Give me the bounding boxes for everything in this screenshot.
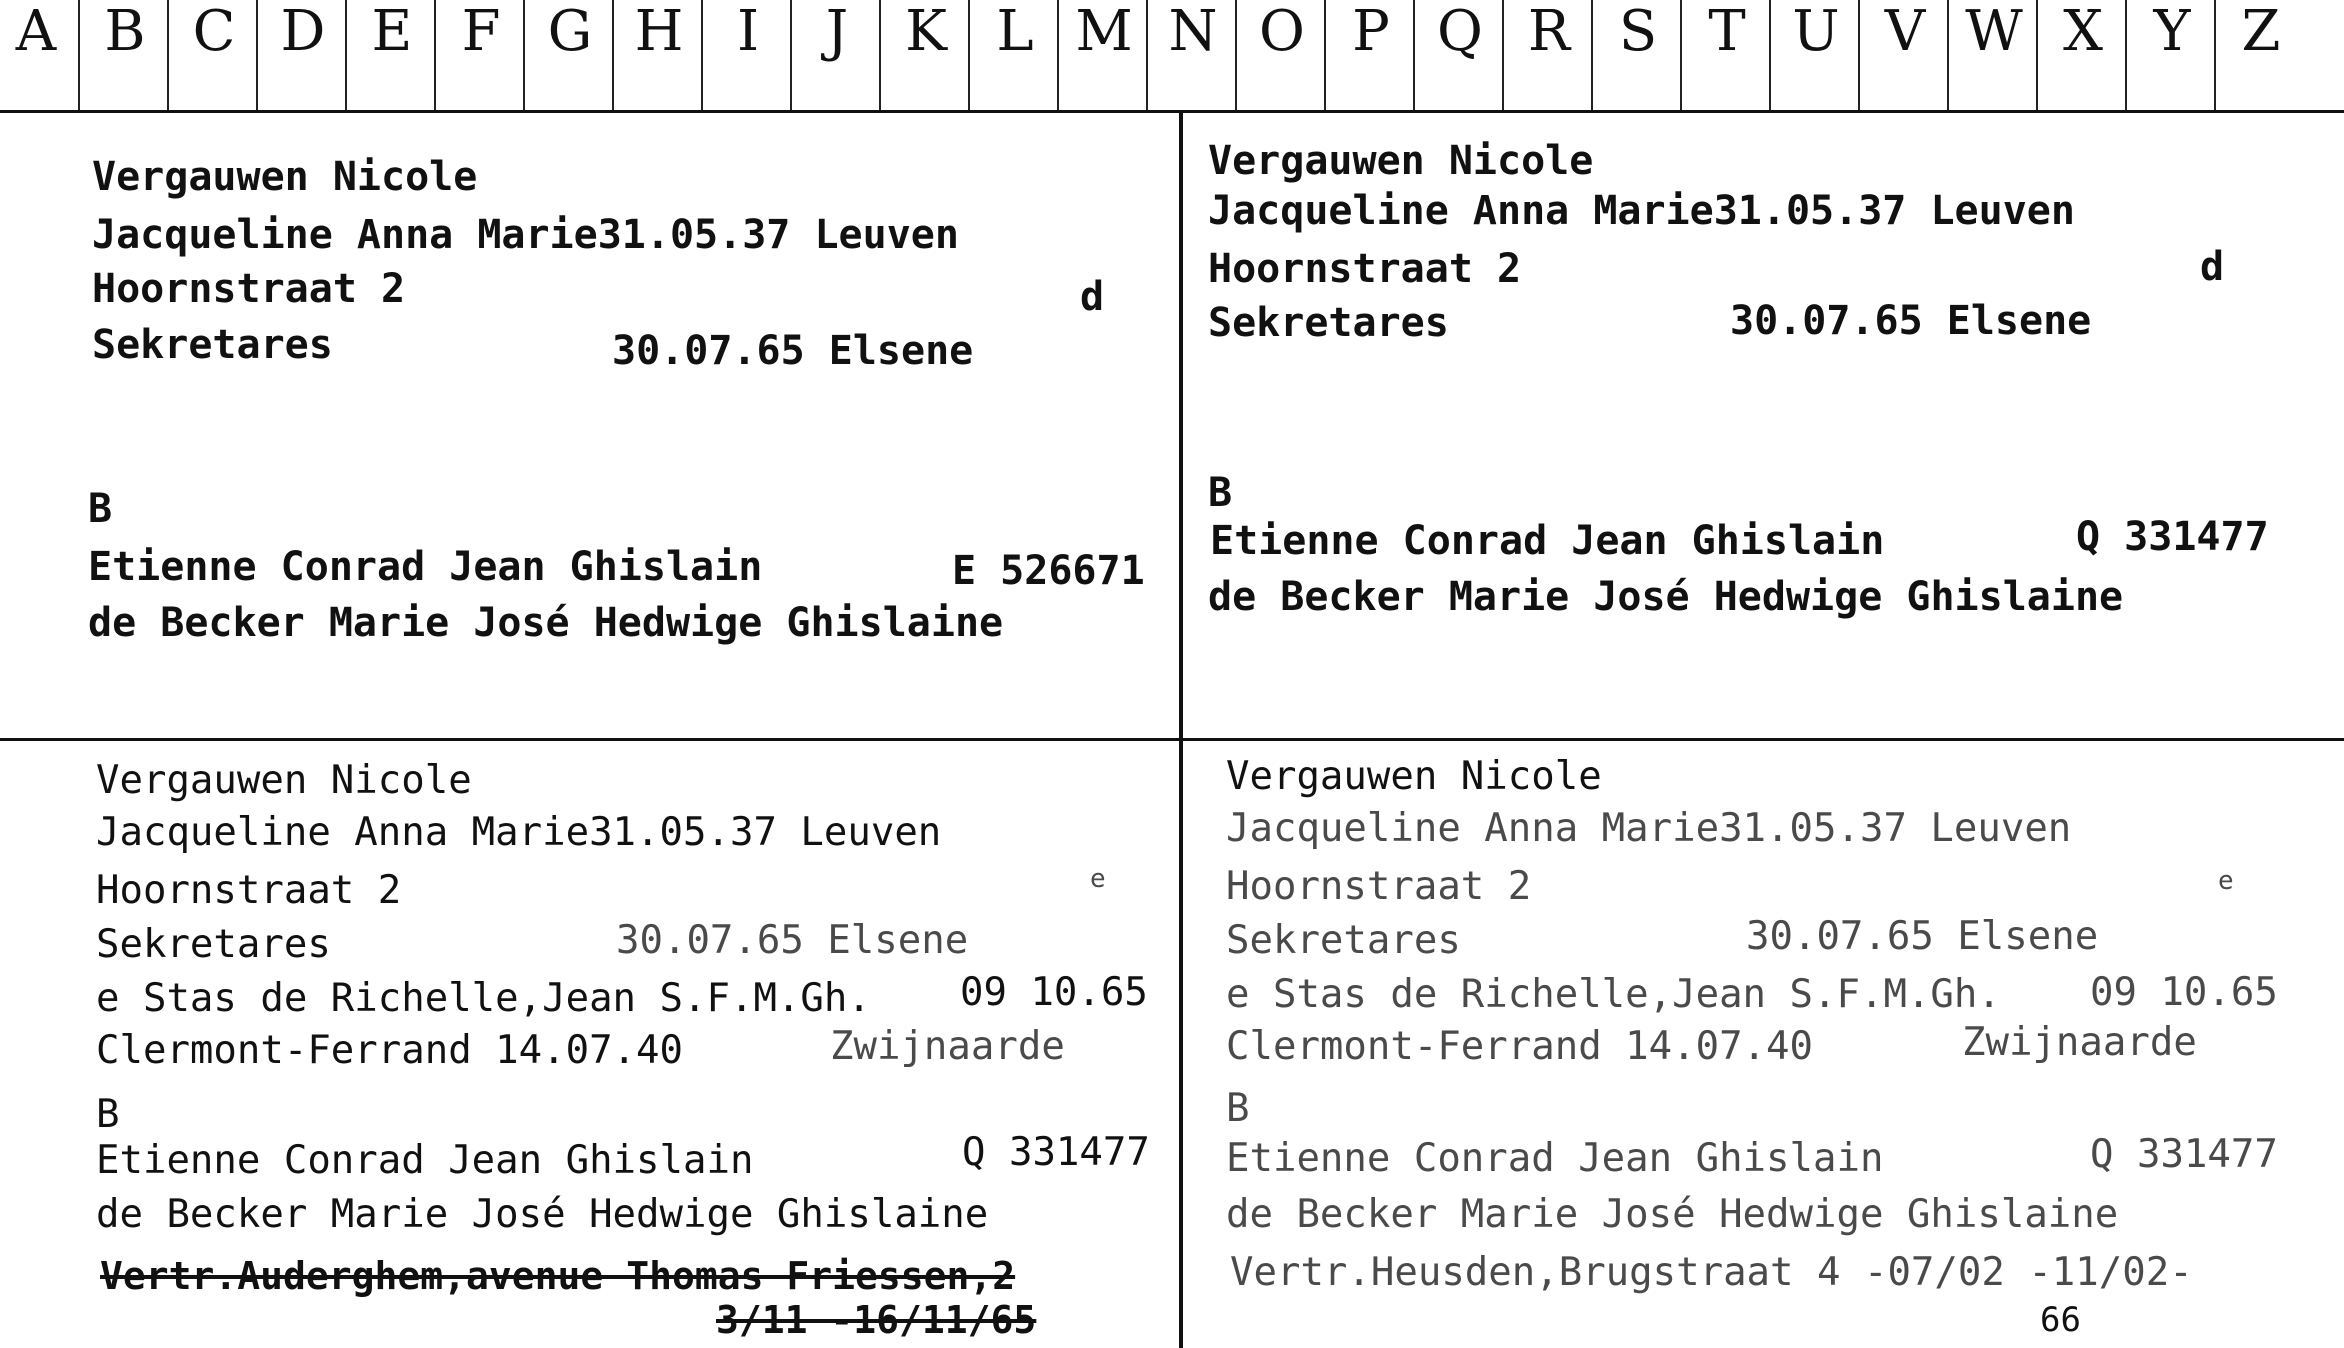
- card-code: B: [96, 1092, 120, 1137]
- card-registration-date: 30.07.65 Elsene: [616, 918, 969, 963]
- alphabet-letter-s: [1594, 0, 1682, 110]
- card-occupation: Sekretares: [1226, 918, 1461, 963]
- card-code: B: [88, 486, 113, 532]
- alphabet-separator: [1413, 0, 1415, 110]
- card-spouse-date: 09 10.65: [960, 970, 1148, 1015]
- card-address: Hoornstraat 2: [1208, 246, 1522, 292]
- alphabet-letter-j: [793, 0, 881, 110]
- card-address: Hoornstraat 2: [1226, 864, 1532, 909]
- alphabet-separator: [1947, 0, 1949, 110]
- card-registration-date: 30.07.65 Elsene: [1746, 914, 2099, 959]
- alphabet-separator: [256, 0, 258, 110]
- card-occupation: Sekretares: [92, 322, 333, 368]
- card-number: Q 331477: [2090, 1132, 2278, 1177]
- card-number: Q 331477: [962, 1130, 1150, 1175]
- alphabet-letter-x: [2039, 0, 2127, 110]
- alphabet-letter-w: [1950, 0, 2038, 110]
- card-mark: e: [1090, 864, 1106, 894]
- alphabet-letter-label: F: [461, 0, 501, 64]
- alphabet-letter-label: J: [825, 0, 849, 64]
- alphabet-separator: [523, 0, 525, 110]
- alphabet-letter-label: P: [1352, 0, 1390, 64]
- card-code: B: [1208, 470, 1233, 516]
- alphabet-letter-o: [1238, 0, 1326, 110]
- card-given-names: Jacqueline Anna Marie31.05.37 Leuven: [96, 810, 942, 855]
- card-spouse-birth: Clermont-Ferrand 14.07.40: [1226, 1024, 1813, 1069]
- card-name: Vergauwen Nicole: [92, 154, 478, 200]
- alphabet-letter-label: S: [1618, 0, 1658, 64]
- alphabet-letter-label: O: [1259, 0, 1305, 64]
- horizontal-divider: [0, 738, 2344, 741]
- alphabet-letter-h: [615, 0, 703, 110]
- alphabet-letter-n: [1149, 0, 1237, 110]
- alphabet-separator: [167, 0, 169, 110]
- alphabet-letter-label: G: [547, 0, 593, 64]
- alphabet-letter-label: U: [1792, 0, 1840, 64]
- alphabet-separator: [434, 0, 436, 110]
- card-number: Q 331477: [2076, 514, 2269, 560]
- card-mark: d: [1080, 274, 1105, 320]
- alphabet-separator: [345, 0, 347, 110]
- card-departure: Vertr.Heusden,Brugstraat 4 -07/02 -11/02-: [1230, 1250, 2193, 1295]
- card-father: Etienne Conrad Jean Ghislain: [1210, 518, 1885, 564]
- card-spouse-place: Zwijnaarde: [1962, 1020, 2197, 1065]
- card-mother: de Becker Marie José Hedwige Ghislaine: [1208, 574, 2124, 620]
- alphabet-letter-label: H: [634, 0, 684, 64]
- alphabet-letter-label: W: [1965, 0, 2023, 64]
- alphabet-letter-label: D: [280, 0, 326, 64]
- page-number: 66: [2040, 1300, 2081, 1340]
- card-mother: de Becker Marie José Hedwige Ghislaine: [1226, 1192, 2119, 1237]
- alphabet-separator: [1769, 0, 1771, 110]
- alphabet-separator: [1235, 0, 1237, 110]
- alphabet-separator: [879, 0, 881, 110]
- card-spouse-place: Zwijnaarde: [830, 1024, 1065, 1069]
- alphabet-separator: [1858, 0, 1860, 110]
- alphabet-letter-k: [882, 0, 970, 110]
- card-spouse-birth: Clermont-Ferrand 14.07.40: [96, 1028, 683, 1073]
- card-departure-dates: 3/11 -16/11/65: [716, 1298, 1037, 1342]
- alphabet-separator: [1324, 0, 1326, 110]
- alphabet-letter-y: [2128, 0, 2216, 110]
- alphabet-letter-label: K: [905, 0, 947, 64]
- card-mother: de Becker Marie José Hedwige Ghislaine: [88, 600, 1004, 646]
- alphabet-letter-p: [1327, 0, 1415, 110]
- alphabet-letter-label: T: [1708, 0, 1746, 64]
- card-given-names: Jacqueline Anna Marie31.05.37 Leuven: [92, 212, 959, 258]
- alphabet-letter-t: [1683, 0, 1771, 110]
- alphabet-letter-z: [2217, 0, 2305, 110]
- alphabet-separator: [701, 0, 703, 110]
- card-father: Etienne Conrad Jean Ghislain: [1226, 1136, 1884, 1181]
- card-given-names: Jacqueline Anna Marie31.05.37 Leuven: [1208, 188, 2075, 234]
- alphabet-letter-f: [437, 0, 525, 110]
- card-spouse-date: 09 10.65: [2090, 970, 2278, 1015]
- card-name: Vergauwen Nicole: [96, 758, 472, 803]
- alphabet-letter-a: [0, 0, 80, 110]
- alphabet-letter-label: L: [996, 0, 1034, 64]
- alphabet-letter-label: M: [1075, 0, 1133, 64]
- card-occupation: Sekretares: [1208, 300, 1449, 346]
- alphabet-letter-label: E: [371, 0, 413, 64]
- vertical-divider: [1179, 112, 1183, 1348]
- card-name: Vergauwen Nicole: [1208, 138, 1594, 184]
- card-registration-date: 30.07.65 Elsene: [1730, 298, 2092, 344]
- alphabet-separator: [1502, 0, 1504, 110]
- card-spouse: e Stas de Richelle,Jean S.F.M.Gh.: [96, 976, 871, 1021]
- alphabet-letter-e: [348, 0, 436, 110]
- alphabet-letter-c: [170, 0, 258, 110]
- alphabet-separator: [2125, 0, 2127, 110]
- card-given-names: Jacqueline Anna Marie31.05.37 Leuven: [1226, 806, 2072, 851]
- alphabet-letter-d: [259, 0, 347, 110]
- alphabet-separator: [2214, 0, 2216, 110]
- alphabet-letter-m: [1060, 0, 1148, 110]
- card-address: Hoornstraat 2: [96, 868, 402, 913]
- card-mark: e: [2218, 866, 2234, 896]
- alphabet-separator: [1591, 0, 1593, 110]
- card-name: Vergauwen Nicole: [1226, 754, 1602, 799]
- card-address: Hoornstraat 2: [92, 266, 406, 312]
- card-mark: d: [2200, 244, 2225, 290]
- alphabet-letter-label: R: [1527, 0, 1571, 64]
- alphabet-separator: [1146, 0, 1148, 110]
- alphabet-letter-q: [1416, 0, 1504, 110]
- alphabet-letter-label: B: [104, 0, 146, 64]
- alphabet-separator: [1057, 0, 1059, 110]
- card-code: B: [1226, 1086, 1250, 1131]
- alphabet-letter-i: [704, 0, 792, 110]
- alphabet-letter-label: C: [192, 0, 236, 64]
- alphabet-separator: [790, 0, 792, 110]
- card-mother: de Becker Marie José Hedwige Ghislaine: [96, 1192, 989, 1237]
- alphabet-letter-label: Y: [2153, 0, 2191, 64]
- alphabet-separator: [1680, 0, 1682, 110]
- card-father: Etienne Conrad Jean Ghislain: [88, 544, 763, 590]
- alphabet-letter-l: [971, 0, 1059, 110]
- alphabet-index-bar: [0, 0, 2344, 113]
- card-departure: Vertr.Auderghem,avenue Thomas Friessen,2: [100, 1254, 1016, 1298]
- alphabet-letter-label: X: [2063, 0, 2103, 64]
- alphabet-letter-label: Q: [1437, 0, 1483, 64]
- alphabet-letter-label: I: [736, 0, 760, 64]
- alphabet-letter-v: [1861, 0, 1949, 110]
- card-occupation: Sekretares: [96, 922, 331, 967]
- card-father: Etienne Conrad Jean Ghislain: [96, 1138, 754, 1183]
- alphabet-separator: [612, 0, 614, 110]
- alphabet-letter-g: [526, 0, 614, 110]
- alphabet-letter-label: A: [15, 0, 57, 64]
- alphabet-letter-b: [81, 0, 169, 110]
- alphabet-letter-r: [1505, 0, 1593, 110]
- alphabet-separator: [968, 0, 970, 110]
- alphabet-letter-u: [1772, 0, 1860, 110]
- alphabet-letter-label: V: [1884, 0, 1926, 64]
- alphabet-letter-label: N: [1168, 0, 1218, 64]
- card-spouse: e Stas de Richelle,Jean S.F.M.Gh.: [1226, 972, 2001, 1017]
- card-number: E 526671: [952, 548, 1145, 594]
- alphabet-separator: [2036, 0, 2038, 110]
- card-registration-date: 30.07.65 Elsene: [612, 328, 974, 374]
- alphabet-separator: [78, 0, 80, 110]
- alphabet-letter-label: Z: [2241, 0, 2281, 64]
